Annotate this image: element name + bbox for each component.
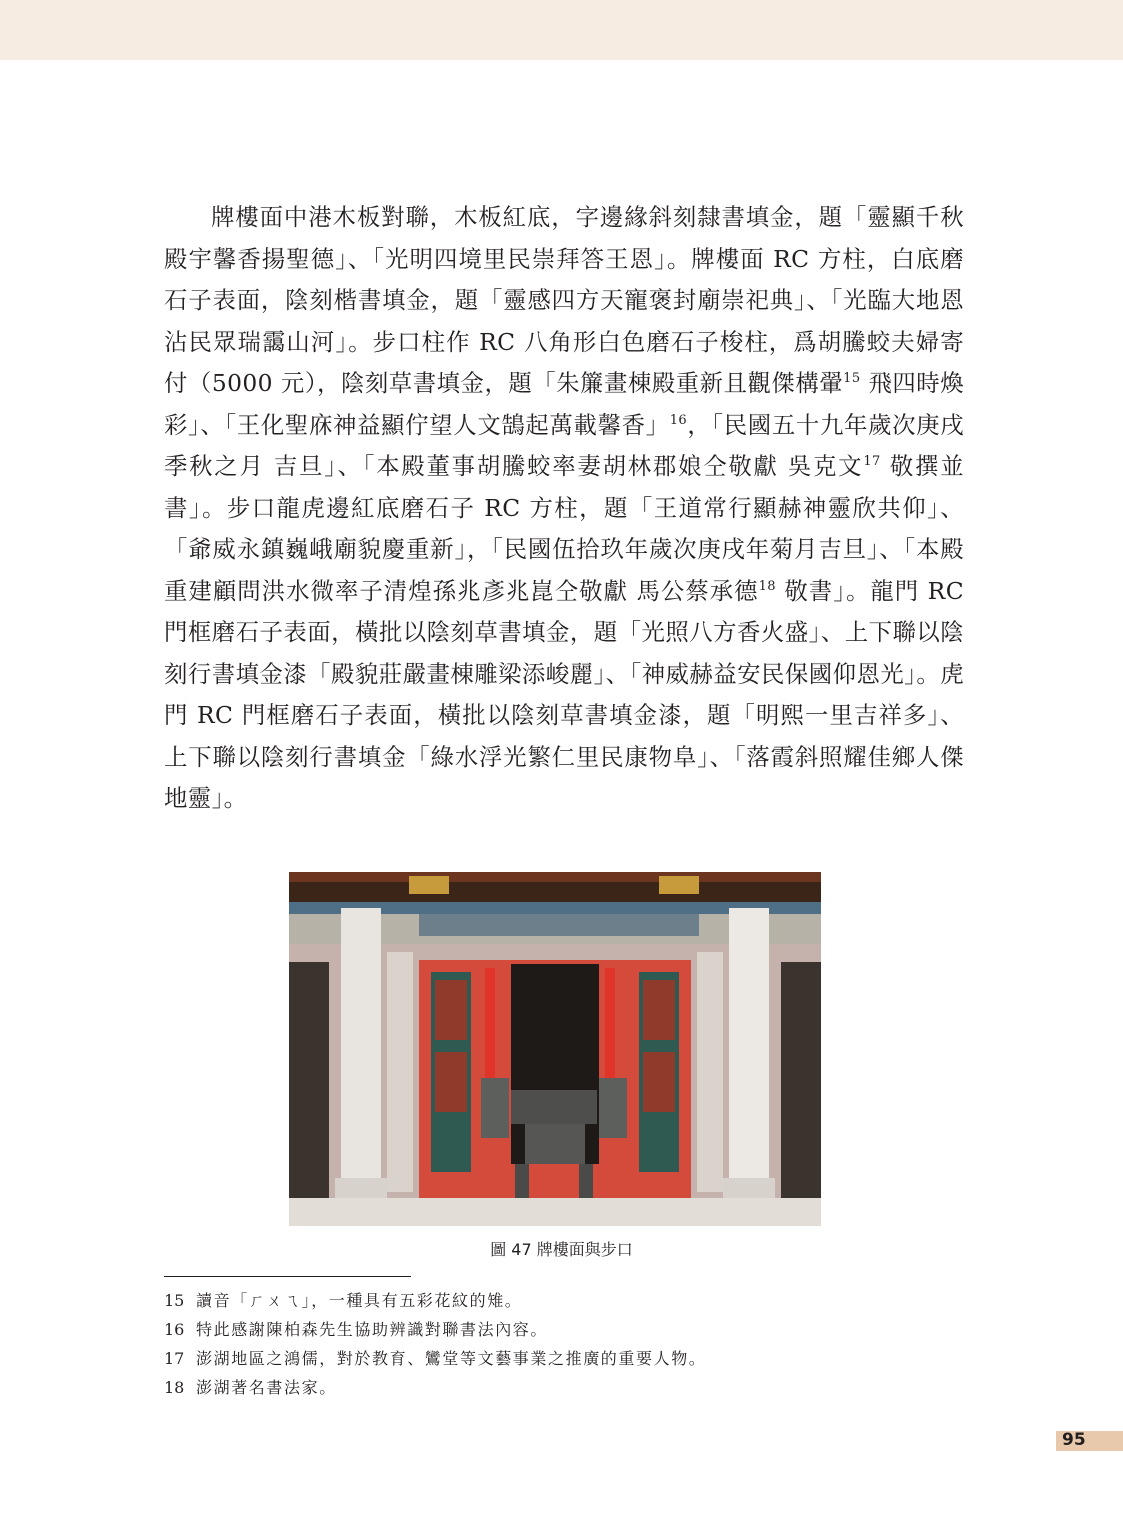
footnote-number: 16 — [164, 1320, 185, 1339]
top-color-band — [0, 0, 1123, 60]
body-run-5: 敬書」。龍門 RC 門框磨石子表面，橫批以陰刻草書填金，題「光照八方香火盛」、上下聯以陰刻行書填金漆「殿貌莊嚴畫棟雕梁添峻麗」、「神威赫益安民保國仰恩光」。虎門 RC 門框磨石子表面，橫批以陰刻草書填金漆，題「明熙一里吉祥多」、上下聯以陰刻行書填金「綠水浮光繁仁里民康物阜」、「落霞斜照耀佳鄉人傑地靈」。 — [164, 576, 964, 812]
footnote-15 — [164, 1286, 964, 1315]
footnote-separator — [164, 1276, 411, 1277]
footnote-number: 15 — [164, 1291, 185, 1310]
temple-facade-illustration — [289, 872, 821, 1226]
footnote-text: 讀音「ㄏㄨㄟ」，一種具有五彩花紋的雉。 — [196, 1291, 523, 1310]
footnote-number: 17 — [164, 1349, 185, 1368]
footnote-ref-18[interactable]: 18 — [758, 578, 776, 594]
body-run-4: 敬撰並書」。步口龍虎邊紅底磨石子 RC 方柱，題「王道常行顯赫神靈欣共仰」、「爺威永鎮巍峨廟貌慶重新」，「民國伍拾玖年歲次庚戌年菊月吉旦」、「本殿重建顧問洪水微率子清煌孫兆彥兆崑仝敬獻 馬公蔡承德 — [164, 452, 964, 605]
temple-facade-photo — [289, 872, 821, 1226]
footnote-ref-16[interactable]: 16 — [669, 412, 688, 428]
footnote-text: 特此感謝陳柏森先生協助辨識對聯書法內容。 — [196, 1320, 549, 1339]
footnote-17 — [164, 1344, 964, 1373]
footnote-ref-15[interactable]: 15 — [843, 371, 861, 386]
body-text — [164, 197, 964, 820]
figure-caption: 圖 47 牌樓面與步口 — [490, 1240, 633, 1259]
body-run-3: ，「民國五十九年歲次庚戌季秋之月 吉旦」、「本殿董事胡騰蛟率妻胡林郡娘仝敬獻 吳克文 — [164, 410, 964, 480]
body-paragraph — [164, 197, 964, 820]
footnote-18 — [164, 1373, 964, 1402]
page-number: 95 — [1062, 1430, 1086, 1450]
body-run-2: 飛四時煥彩」、「王化聖庥神益顯佇望人文鵠起萬載馨香」 — [164, 369, 964, 439]
body-run-1: 牌樓面中港木板對聯，木板紅底，字邊緣斜刻隸書填金，題「靈顯千秋殿宇馨香揚聖德」、「光明四境里民崇拜答王恩」。牌樓面 RC 方柱，白底磨石子表面，陰刻楷書填金，題「靈感四方天寵褒封廟崇祀典」、「光臨大地恩沾民眾瑞靄山河」。步口柱作 RC 八角形白色磨石子梭柱，爲胡騰蛟夫婦寄付（5000 元），陰刻草書填金，題「朱簾畫棟殿重新且觀傑構翬 — [164, 203, 964, 397]
footnote-text: 澎湖地區之鴻儒，對於教育、鸞堂等文藝事業之推廣的重要人物。 — [196, 1349, 707, 1368]
footnotes — [164, 1286, 964, 1402]
footnote-number: 18 — [164, 1378, 185, 1397]
footnote-ref-17[interactable]: 17 — [863, 454, 881, 469]
footnote-text: 澎湖著名書法家。 — [196, 1378, 337, 1397]
footnote-16 — [164, 1315, 964, 1344]
